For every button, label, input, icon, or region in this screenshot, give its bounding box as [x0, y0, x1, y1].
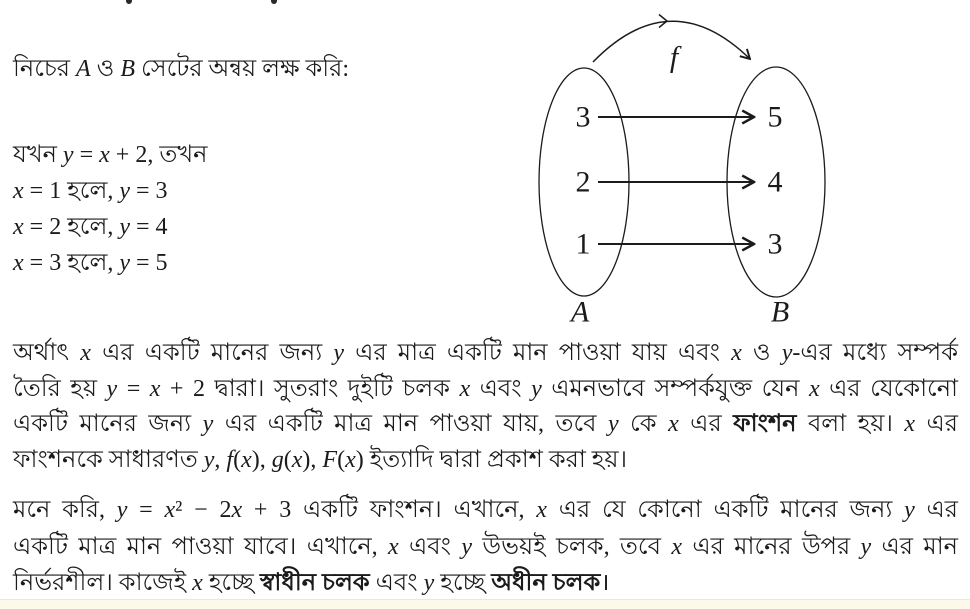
text-segment: y = x + 2 — [106, 375, 205, 402]
text-segment: ফাংশন — [733, 411, 797, 437]
set-b-element: 3 — [767, 227, 783, 261]
cropped-text-fragment — [126, 0, 132, 4]
text-segment: এবং — [470, 375, 532, 402]
text-segment: স্বাধীন চলক — [259, 570, 370, 596]
text-line — [13, 529, 958, 566]
text-segment: একটি মাত্র মান পাওয়া যাবে। এখানে, — [13, 533, 389, 560]
text-segment: কে — [618, 411, 669, 437]
text-segment: উভয়ই চলক, তবে — [472, 533, 672, 560]
text-segment: একটি মানের জন্য — [13, 411, 203, 437]
text-segment: হচ্ছে — [202, 570, 260, 596]
function-mapping-diagram — [528, 4, 858, 334]
paragraph-variables — [13, 492, 958, 602]
text-segment: এর মান — [871, 533, 958, 560]
text-segment: x = 1 — [13, 178, 62, 204]
text-segment: হলে, — [61, 178, 120, 204]
text-segment: -এর মধ্যে সম্পর্ক — [792, 340, 958, 366]
text-segment: B — [120, 56, 136, 82]
text-segment: অর্থাৎ — [13, 340, 81, 366]
text-segment: y = 3 — [119, 178, 168, 204]
text-segment: y — [461, 533, 473, 560]
text-segment: তৈরি হয় — [13, 375, 107, 402]
text-segment: x — [808, 375, 820, 402]
text-segment: হলে, — [61, 250, 120, 276]
text-line — [13, 372, 958, 408]
given-equations-block — [13, 137, 207, 281]
text-segment: হলে, — [61, 214, 120, 240]
text-segment: x — [904, 411, 916, 437]
text-segment: x — [80, 340, 91, 366]
text-segment: নিচের — [13, 56, 76, 82]
text-segment: y — [423, 570, 435, 596]
text-segment: হচ্ছে — [434, 570, 492, 596]
text-segment: ও — [90, 56, 121, 82]
text-line — [13, 209, 207, 245]
text-segment: y — [860, 533, 872, 560]
set-b-element: 5 — [767, 100, 783, 134]
text-segment: y = x + 2 — [62, 142, 148, 168]
text-segment: x — [671, 533, 682, 560]
text-segment: x — [388, 533, 399, 560]
text-line — [13, 407, 958, 443]
text-segment: একটি ফাংশন। এখানে, — [291, 497, 537, 523]
text-segment: অধীন চলক — [491, 570, 601, 596]
text-segment: দ্বারা। সুতরাং দুইটি চলক — [204, 375, 460, 402]
text-segment: বলা হয়। — [796, 411, 905, 437]
text-segment: মনে করি, — [13, 497, 117, 523]
text-line — [13, 137, 207, 173]
text-segment: এর যেকোনো — [819, 375, 958, 402]
text-segment: y — [202, 411, 214, 437]
bottom-page-strip — [0, 599, 970, 609]
text-segment: y — [607, 411, 619, 437]
text-line — [13, 336, 958, 372]
text-line — [13, 565, 958, 602]
text-segment: y — [333, 340, 345, 366]
text-segment: এর যে কোনো একটি মানের জন্য — [546, 497, 905, 523]
text-segment: x = 3 — [13, 250, 62, 276]
text-segment: , তখন — [147, 142, 208, 168]
text-line — [13, 443, 958, 479]
text-segment: y — [531, 375, 542, 402]
set-b-element: 4 — [767, 165, 783, 199]
text-segment: নির্ভরশীল। কাজেই — [13, 570, 193, 596]
text-line — [13, 245, 207, 281]
text-segment: ও — [741, 340, 782, 366]
text-segment: ফাংশনকে সাধারণত — [13, 446, 204, 473]
cropped-text-fragment — [271, 0, 277, 4]
text-segment: y — [781, 340, 793, 366]
text-segment: A — [76, 56, 91, 82]
set-a-element: 2 — [575, 165, 591, 199]
text-segment: x — [536, 497, 547, 523]
set-a-element: 1 — [575, 227, 591, 261]
text-line — [13, 173, 207, 209]
text-segment: y — [904, 497, 915, 523]
text-segment: এর একটি মানের জন্য — [90, 340, 334, 366]
set-b-label: B — [770, 295, 790, 329]
text-segment: এর — [914, 497, 958, 523]
text-segment: এর — [678, 411, 734, 437]
text-segment: সেটের অন্বয় লক্ষ করি: — [135, 56, 350, 82]
text-segment: । — [600, 570, 610, 596]
text-line — [13, 492, 958, 529]
text-segment: এবং — [398, 533, 462, 560]
paragraph-function-definition — [13, 336, 958, 478]
text-segment: x — [731, 340, 742, 366]
text-segment: এর মানের উপর — [681, 533, 861, 560]
text-segment: y = x² − 2x + 3 — [116, 497, 292, 523]
text-segment: y, f(x), g(x), F(x) — [203, 446, 364, 473]
set-a-element: 3 — [575, 100, 591, 134]
text-segment: এবং — [369, 570, 424, 596]
text-segment: এমনভাবে সম্পর্কযুক্ত যেন — [541, 375, 809, 402]
text-segment: এর — [915, 411, 959, 437]
text-segment: x — [192, 570, 203, 596]
f-label: f — [669, 40, 679, 74]
text-segment: যখন — [13, 142, 63, 168]
text-segment: y = 4 — [119, 214, 168, 240]
text-segment: x = 2 — [13, 214, 62, 240]
text-segment: ইত্যাদি দ্বারা প্রকাশ করা হয়। — [363, 446, 628, 473]
text-segment: y = 5 — [119, 250, 168, 276]
text-segment: এর একটি মাত্র মান পাওয়া যায়, তবে — [213, 411, 608, 437]
text-segment: x — [459, 375, 471, 402]
intro-text — [13, 52, 349, 87]
text-segment: এর মাত্র একটি মান পাওয়া যায় এবং — [344, 340, 732, 366]
text-segment: x — [668, 411, 679, 437]
set-a-label: A — [570, 295, 590, 329]
